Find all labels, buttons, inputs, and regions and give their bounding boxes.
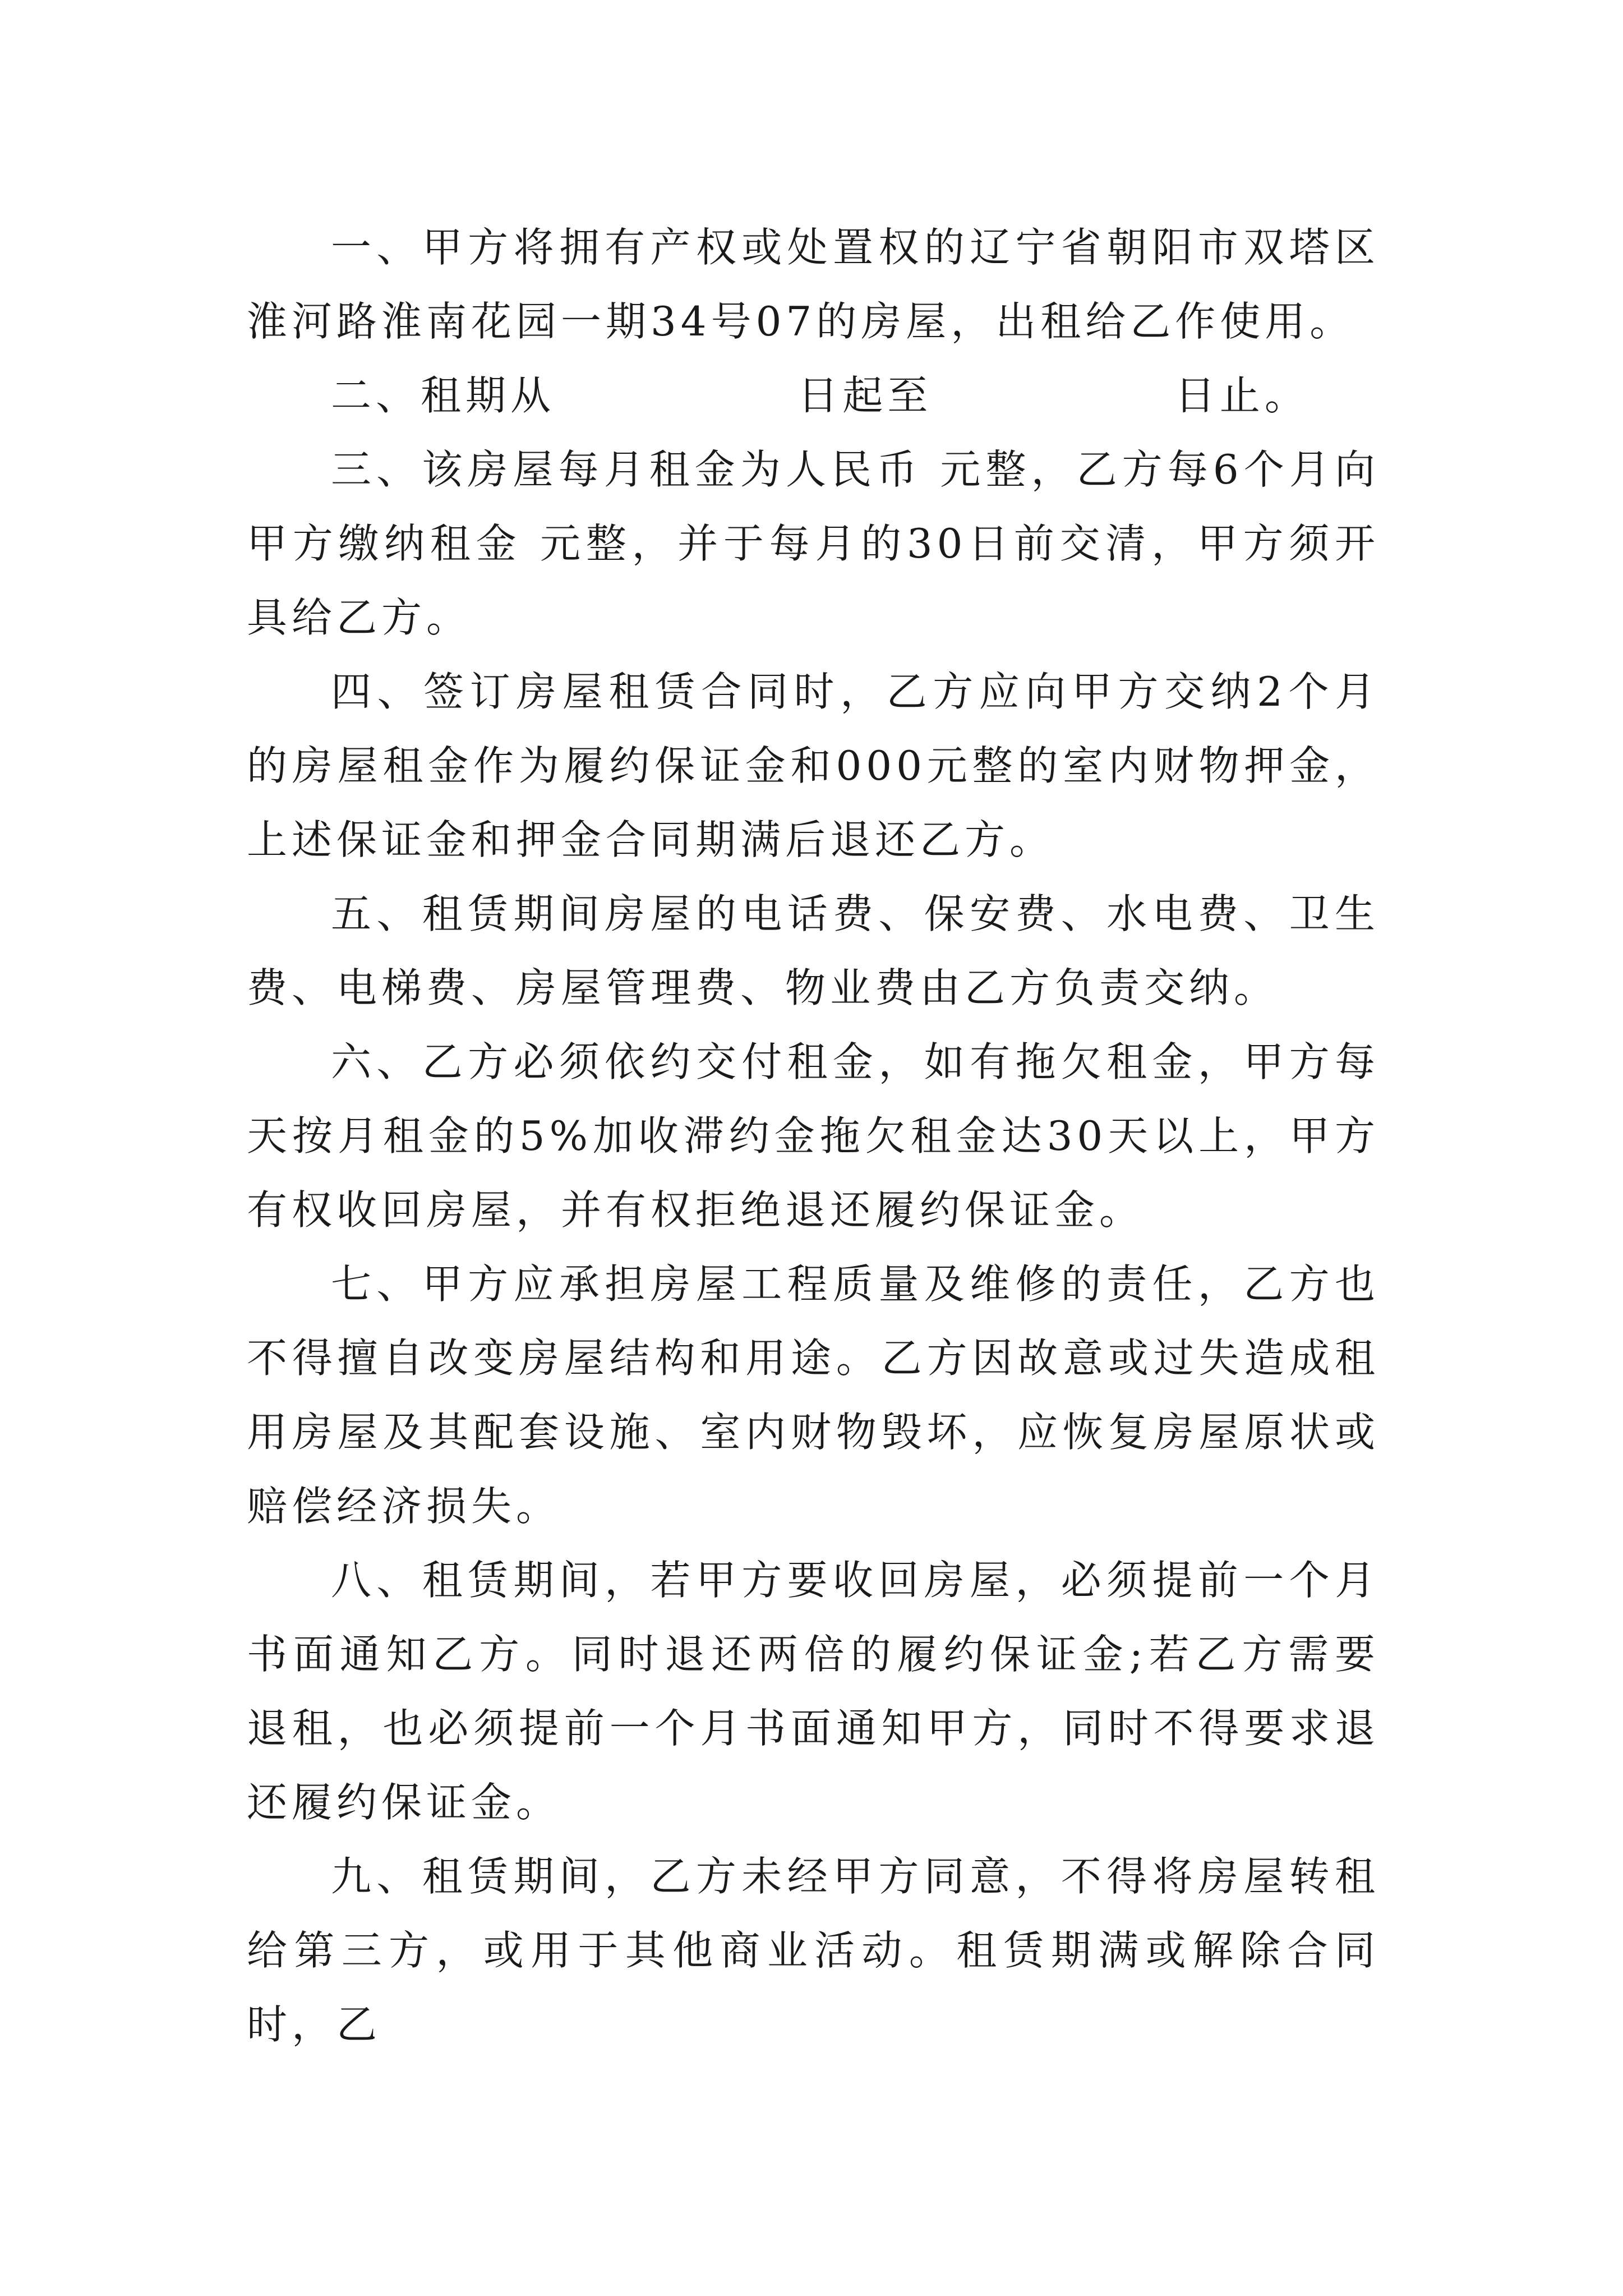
clause-1: 一、甲方将拥有产权或处置权的辽宁省朝阳市双塔区淮河路淮南花园一期34号07的房屋，出租给乙作使用。 <box>247 224 1380 345</box>
clause-3-rent: 三、该房屋每月租金为人民币 元整，乙方每6个月向甲方缴纳租金 元整，并于每月的30日前交清，甲方须开具给乙方。 <box>247 446 1380 641</box>
clause-9-sublease: 九、租赁期间，乙方未经甲方同意，不得将房屋转租给第三方，或用于其他商业活动。租赁期满或解除合同时，乙 <box>247 1853 1380 2048</box>
contract-body <box>247 210 1380 2062</box>
clause-2-lease-term: 二、租期从 日起至 日止。 <box>331 372 1310 419</box>
clause-8-termination: 八、租赁期间，若甲方要收回房屋，必须提前一个月书面通知乙方。同时退还两倍的履约保证金;若乙方需要退租，也必须提前一个月书面通知甲方，同时不得要求退还履约保证金。 <box>247 1557 1380 1826</box>
clause-5-fees: 五、租赁期间房屋的电话费、保安费、水电费、卫生费、电梯费、房屋管理费、物业费由乙方负责交纳。 <box>247 890 1380 1011</box>
clause-7-maintenance: 七、甲方应承担房屋工程质量及维修的责任，乙方也不得擅自改变房屋结构和用途。乙方因故意或过失造成租用房屋及其配套设施、室内财物毁坏，应恢复房屋原状或赔偿经济损失。 <box>247 1260 1380 1530</box>
clause-6-late-payment: 六、乙方必须依约交付租金，如有拖欠租金，甲方每天按月租金的5%加收滞约金拖欠租金达30天以上，甲方有权收回房屋，并有权拒绝退还履约保证金。 <box>247 1038 1380 1234</box>
clause-4-deposit: 四、签订房屋租赁合同时，乙方应向甲方交纳2个月的房屋租金作为履约保证金和000元整的室内财物押金，上述保证金和押金合同期满后退还乙方。 <box>247 668 1380 863</box>
